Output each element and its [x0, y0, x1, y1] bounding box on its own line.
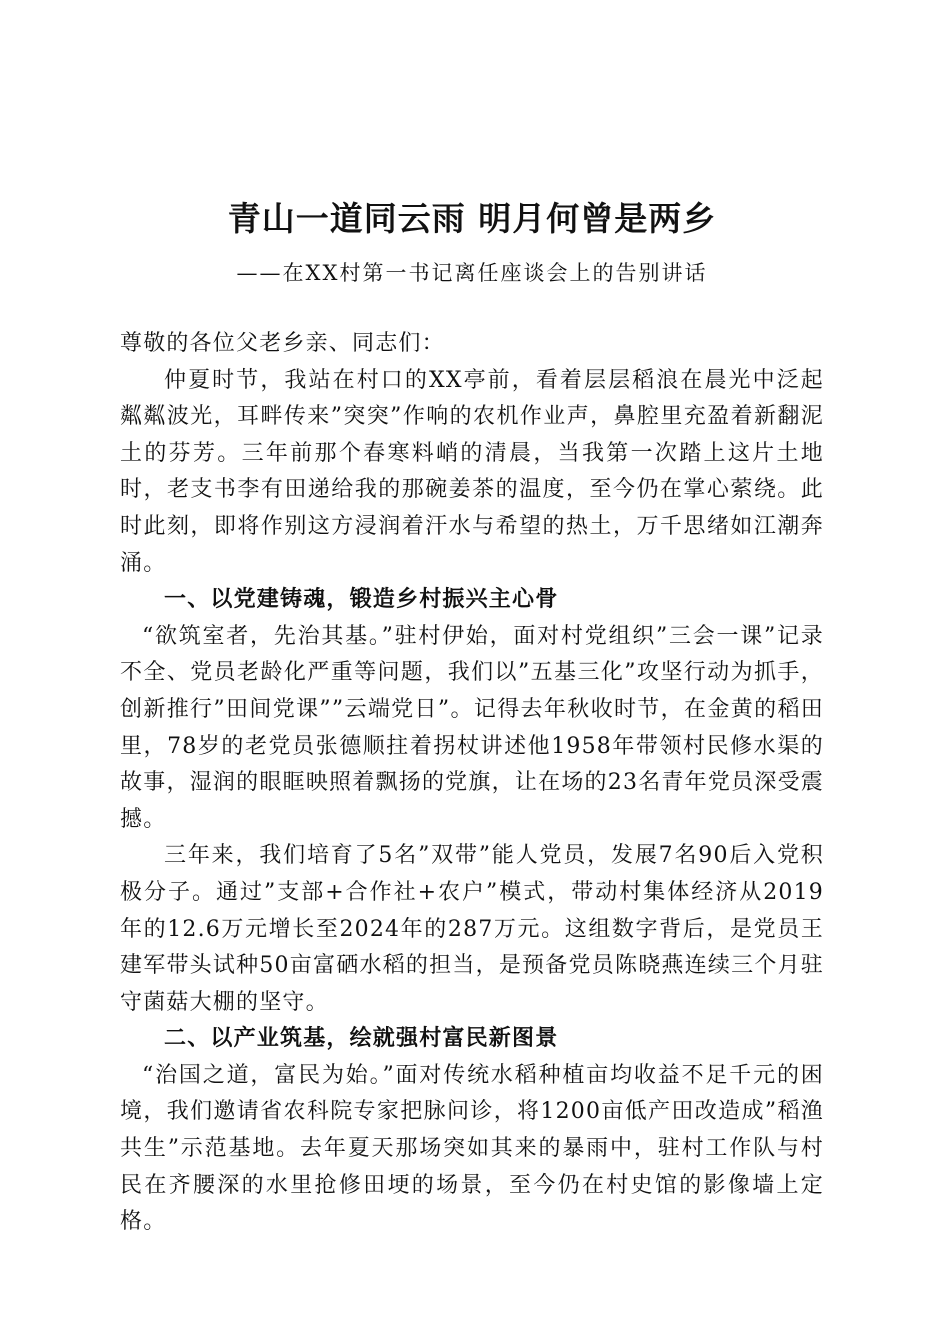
section-2-paragraph-1: “治国之道，富民为始。”面对传统水稻种植亩均收益不足千元的困境，我们邀请省农科院专家把脉问诊，将1200亩低产田改造成”稻渔共生”示范基地。去年夏天那场突如其来的暴雨中，驻村工作队与村民在齐腰深的水里抢修田埂的场景，至今仍在村史馆的影像墙上定格。 — [120, 1062, 824, 1235]
section-1-paragraph-1: “欲筑室者，先治其基。”驻村伊始，面对村党组织”三会一课”记录不全、党员老龄化严重等问题，我们以”五基三化”攻坚行动为抓手，创新推行”田间党课””云端党日”。记得去年秋收时节，在金黄的稻田里，78岁的老党员张德顺拄着拐杖讲述他1958年带领村民修水渠的故事，湿润的眼眶映照着飘扬的党旗，让在场的23名青年党员深受震撼。 — [120, 623, 824, 832]
document-title: 青山一道同云雨 明月何曾是两乡 — [227, 199, 717, 238]
document-body — [120, 326, 824, 1241]
section-1-heading: 一、以党建铸魂，锻造乡村振兴主心骨 — [164, 587, 559, 613]
document-subtitle: ——在XX村第一书记离任座谈会上的告别讲话 — [236, 261, 708, 285]
section-2-heading: 二、以产业筑基，绘就强村富民新图景 — [164, 1026, 559, 1052]
document-page — [120, 0, 824, 1344]
intro-paragraph: 仲夏时节，我站在村口的XX亭前，看着层层稻浪在晨光中泛起粼粼波光，耳畔传来”突突”作响的农机作业声，鼻腔里充盈着新翻泥土的芬芳。三年前那个春寒料峭的清晨，当我第一次踏上这片土地时，老支书李有田递给我的那碗姜茶的温度，至今仍在掌心萦绕。此时此刻，即将作别这方浸润着汗水与希望的热土，万千思绪如江潮奔涌。 — [120, 367, 824, 576]
section-1-paragraph-2: 三年来，我们培育了5名”双带”能人党员，发展7名90后入党积极分子。通过”支部+合作社+农户”模式，带动村集体经济从2019年的12.6万元增长至2024年的287万元。这组数字背后，是党员王建军带头试种50亩富硒水稻的担当，是预备党员陈晓燕连续三个月驻守菌菇大棚的坚守。 — [120, 843, 824, 1015]
salutation: 尊敬的各位父老乡亲、同志们： — [120, 331, 445, 356]
